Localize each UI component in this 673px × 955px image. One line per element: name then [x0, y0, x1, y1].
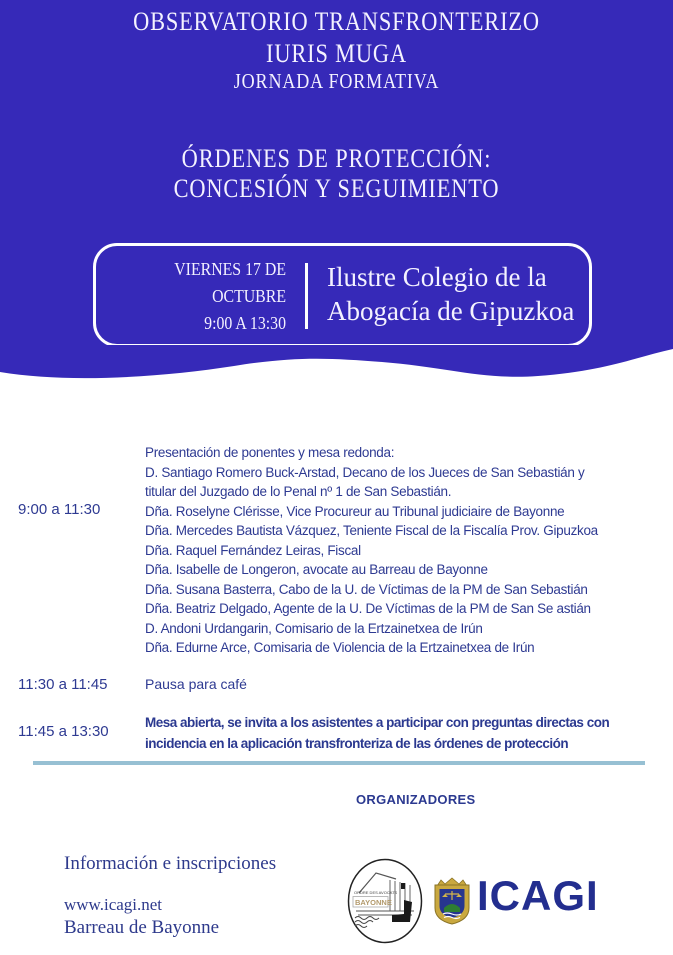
- session3-time: 11:45 a 13:30: [18, 723, 109, 740]
- session1-line: Presentación de ponentes y mesa redonda:: [145, 445, 395, 460]
- website-link[interactable]: www.icagi.net: [64, 895, 163, 914]
- hero-subtitle: JORNADA FORMATIVA: [233, 69, 440, 93]
- session1-line: D. Santiago Romero Buck-Arstad, Decano de los Jueces de San Sebastián y: [145, 464, 585, 480]
- session1-line: titular del Juzgado de lo Penal nº 1 de San Sebastián.: [145, 484, 452, 499]
- session1-line: Dña. Edurne Arce, Comisaria de Violencia de la Ertzainetxea de Irún: [145, 640, 535, 655]
- session2-time: 11:30 a 11:45: [18, 676, 108, 693]
- date-line1: VIERNES 17 DE: [174, 259, 286, 279]
- session3-description: [145, 712, 609, 754]
- session1-time: 9:00 a 11:30: [18, 501, 101, 518]
- organizers-heading: ORGANIZADORES: [356, 792, 476, 807]
- session1-line: D. Andoni Urdangarin, Comisario de la Ertzainetxea de Irún: [145, 620, 483, 636]
- svg-text:ORDRE DES AVOCATS: ORDRE DES AVOCATS: [354, 890, 398, 895]
- icagi-wordmark: ICAGI: [477, 872, 599, 919]
- session1-description: [145, 443, 598, 658]
- venue-line2: Abogacía de Gipuzkoa: [327, 296, 575, 326]
- session2-description: Pausa para café: [145, 676, 247, 692]
- hero-section: [0, 0, 673, 345]
- session1-line: Dña. Susana Basterra, Cabo de la U. de Víctimas de la PM de San Sebastián: [145, 581, 588, 597]
- venue-line1: Ilustre Colegio de la: [327, 262, 547, 292]
- org-title-line1: OBSERVATORIO TRANSFRONTERIZO: [133, 7, 540, 36]
- time-range: 9:00 A 13:30: [204, 313, 286, 333]
- session3-line: Mesa abierta, se invita a los asistentes a participar con preguntas directas con: [145, 715, 610, 730]
- info-box-divider: [305, 263, 308, 329]
- wave-divider: [0, 345, 673, 385]
- bayonne-logo: [346, 858, 424, 944]
- session1-line: Dña. Mercedes Bautista Vázquez, Teniente Fiscal de la Fiscalía Prov. Gipuzkoa: [145, 523, 598, 538]
- session1-line: Dña. Isabelle de Longeron, avocate au Barreau de Bayonne: [145, 562, 488, 577]
- event-venue: [327, 260, 574, 328]
- icagi-crest-icon: [431, 877, 473, 925]
- session1-line: Dña. Roselyne Clérisse, Vice Procureur au Tribunal judiciaire de Bayonne: [145, 503, 565, 519]
- info-inscriptions-label: Información e inscripciones: [64, 853, 277, 874]
- event-title-line1: ÓRDENES DE PROTECCIÓN:: [181, 144, 492, 173]
- event-info-box: [93, 243, 592, 347]
- event-date-time: [128, 256, 286, 337]
- event-title-line2: CONCESIÓN Y SEGUIMIENTO: [173, 174, 500, 203]
- section-divider: [33, 761, 645, 765]
- svg-text:BAYONNE: BAYONNE: [355, 898, 392, 907]
- session1-line: Dña. Beatriz Delgado, Agente de la U. De Víctimas de la PM de San Se astián: [145, 601, 591, 616]
- barreau-bayonne-label: Barreau de Bayonne: [64, 917, 220, 938]
- session1-line: Dña. Raquel Fernández Leiras, Fiscal: [145, 542, 361, 558]
- date-line2: OCTUBRE: [212, 286, 286, 306]
- org-title-line2: IURIS MUGA: [266, 39, 407, 68]
- session3-line: incidencia en la aplicación transfronteriza de las órdenes de protección: [145, 736, 569, 751]
